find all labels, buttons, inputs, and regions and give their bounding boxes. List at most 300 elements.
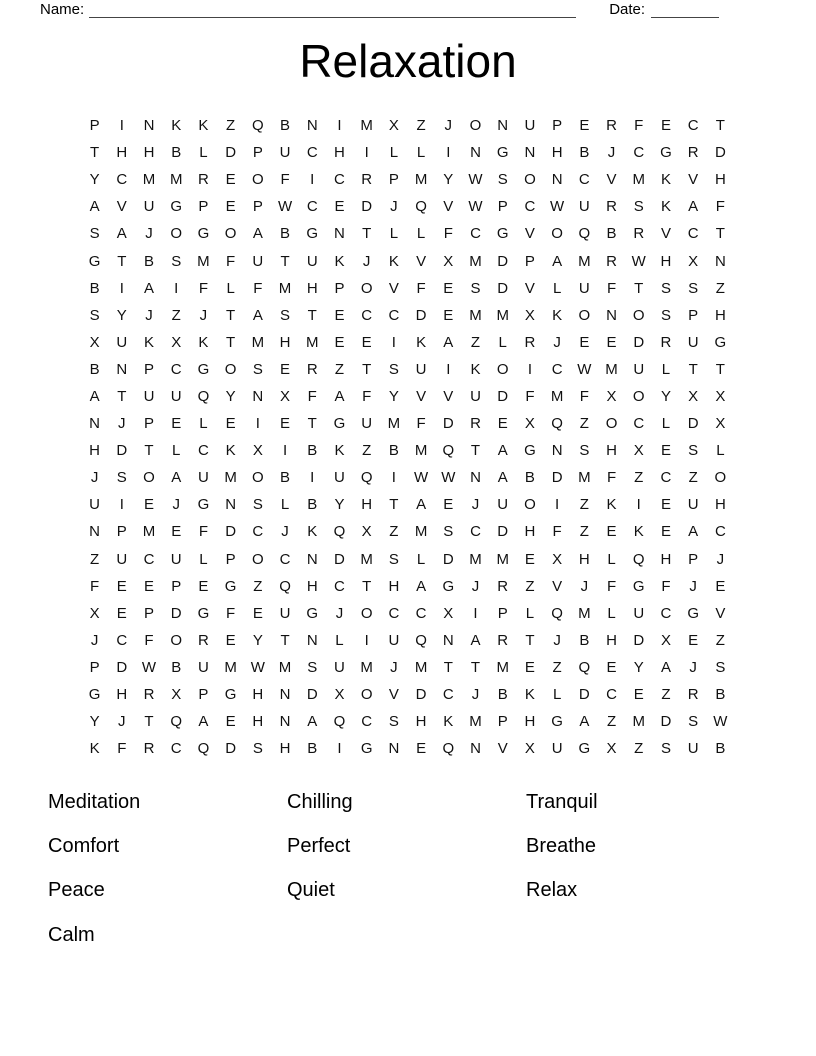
grid-letter: S [660,279,671,297]
grid-letter: E [252,604,263,622]
grid-letter: C [361,713,373,731]
word-list-item: Tranquil [526,790,598,813]
grid-letter: E [579,117,590,135]
grid-letter: L [335,631,344,649]
grid-letter: A [416,577,427,595]
grid-letter: M [414,658,428,676]
grid-letter: K [443,713,454,731]
grid-letter: O [605,415,618,433]
grid-letter: Q [197,387,210,405]
word-list-item: Meditation [48,790,141,813]
grid-letter: F [90,577,100,595]
grid-letter: W [141,658,157,676]
grid-letter: K [524,686,535,704]
grid-letter: G [442,577,455,595]
grid-letter: E [660,496,671,514]
grid-letter: E [660,442,671,460]
grid-letter: T [688,360,698,378]
grid-letter: A [660,658,671,676]
grid-letter: E [171,523,182,541]
header [40,1,742,18]
grid-letter: Q [442,442,455,460]
grid-letter: W [414,469,429,487]
grid-letter: L [525,604,535,622]
grid-letter: D [633,333,645,351]
grid-letter: O [360,686,373,704]
grid-letter: I [119,496,124,514]
grid-letter: E [606,523,617,541]
grid-letter: O [143,469,155,487]
grid-letter: W [550,198,565,216]
grid-letter: F [552,523,562,541]
grid-letter: H [252,686,264,704]
grid-letter: B [171,658,182,676]
grid-letter: D [714,144,726,162]
grid-letter: C [252,523,264,541]
grid-letter: Q [252,117,264,135]
grid-letter: F [661,577,671,595]
grid-letter: C [170,740,182,758]
grid-letter: Y [252,631,263,649]
grid-letter: N [470,469,481,487]
grid-letter: U [687,740,699,758]
grid-letter: J [362,252,371,270]
grid-letter: X [715,387,726,405]
grid-letter: E [633,686,644,704]
grid-letter: Y [443,171,454,189]
grid-letter: K [198,117,209,135]
grid-letter: Y [89,171,100,189]
grid-letter: Z [334,360,345,378]
grid-letter: S [252,360,263,378]
grid-letter: D [225,523,237,541]
grid-letter: K [606,496,617,514]
grid-letter: I [446,360,451,378]
grid-letter: T [117,387,127,405]
grid-letter: K [660,171,671,189]
grid-letter: S [252,740,263,758]
grid-letter: T [307,415,317,433]
grid-letter: C [633,415,645,433]
grid-letter: I [174,279,179,297]
grid-letter: K [334,252,345,270]
grid-letter: B [280,117,291,135]
grid-letter: J [444,117,453,135]
grid-letter: M [278,658,292,676]
grid-letter: Z [688,469,698,487]
word-list-column-2 [287,780,526,958]
grid-letter: U [415,360,427,378]
grid-letter: M [142,171,156,189]
grid-letter: C [524,198,536,216]
grid-letter: P [171,577,182,595]
grid-letter: E [715,577,726,595]
grid-letter: R [361,171,373,189]
grid-letter: F [606,577,617,595]
grid-letter: E [660,523,671,541]
grid-letter: R [660,333,672,351]
grid-letter: W [277,198,293,216]
grid-letter: M [414,442,428,460]
grid-letter: H [578,550,590,568]
grid-letter: O [170,225,183,243]
grid-letter: U [198,469,209,487]
grid-letter: F [416,415,426,433]
grid-letter: P [89,658,100,676]
grid-letter: G [197,604,210,622]
grid-letter: A [443,333,454,351]
grid-letter: T [443,658,453,676]
grid-letter: D [225,740,237,758]
grid-letter: S [497,171,508,189]
grid-letter: U [687,333,699,351]
grid-letter: X [524,306,535,324]
grid-letter: Z [253,577,263,595]
grid-letter: H [116,144,128,162]
grid-letter: T [117,252,127,270]
word-list-item: Chilling [287,790,353,813]
grid-letter: A [198,713,209,731]
grid-letter: P [144,604,155,622]
grid-letter: U [497,496,509,514]
grid-letter: S [443,523,454,541]
grid-letter: O [632,306,645,324]
grid-letter: Y [116,306,127,324]
grid-letter: P [116,523,127,541]
grid-letter: V [715,604,726,622]
grid-letter: E [280,415,291,433]
grid-letter: A [171,469,182,487]
grid-letter: F [198,279,209,297]
grid-letter: T [90,144,100,162]
grid-letter: L [172,442,181,460]
grid-letter: A [497,469,508,487]
grid-letter: H [714,306,726,324]
grid-letter: F [634,117,644,135]
grid-letter: M [578,252,591,270]
grid-letter: M [360,117,373,135]
grid-letter: R [497,577,509,595]
grid-letter: L [607,604,616,622]
grid-letter: T [226,306,236,324]
grid-letter: B [89,279,100,297]
grid-letter: O [252,550,264,568]
grid-letter: G [524,442,536,460]
grid-letter: P [688,306,699,324]
grid-letter: H [279,333,291,351]
word-list-item: Peace [48,879,105,902]
grid-letter: D [170,604,182,622]
grid-letter: L [199,550,208,568]
grid-letter: B [89,360,100,378]
grid-letter: O [224,225,237,243]
grid-letter: N [714,252,726,270]
grid-letter: P [497,713,508,731]
grid-letter: G [496,225,509,243]
grid-letter: G [660,144,672,162]
grid-letter: F [253,279,263,297]
grid-letter: R [606,198,617,216]
grid-letter: O [524,171,536,189]
page-title: Relaxation [299,35,517,87]
grid-letter: P [252,198,263,216]
grid-letter: U [116,550,128,568]
grid-letter: A [116,225,127,243]
grid-letter: T [389,496,399,514]
grid-letter: L [389,144,399,162]
grid-letter: M [550,387,564,405]
grid-letter: V [606,171,617,189]
grid-letter: J [90,469,99,487]
grid-letter: F [307,387,317,405]
grid-letter: E [116,604,127,622]
grid-letter: E [225,631,236,649]
grid-letter: F [525,387,535,405]
grid-letter: U [334,469,345,487]
grid-letter: W [250,658,265,676]
grid-letter: G [687,604,700,622]
grid-letter: I [473,604,478,622]
grid-letter: J [118,415,126,433]
grid-letter: V [116,198,127,216]
grid-letter: M [632,171,646,189]
grid-letter: I [310,469,315,487]
grid-letter: B [497,686,508,704]
date-label: Date: [609,1,646,18]
grid-letter: L [389,225,399,243]
grid-letter: S [660,740,671,758]
grid-letter: I [119,117,124,135]
grid-letter: T [280,252,290,270]
grid-letter: R [606,117,617,135]
grid-letter: N [470,740,481,758]
grid-letter: H [361,496,373,514]
grid-letter: J [199,306,208,324]
grid-letter: S [89,225,100,243]
word-search-grid [81,112,734,762]
grid-letter: L [280,496,290,514]
grid-letter: L [416,144,426,162]
grid-letter: D [578,686,590,704]
grid-letter: Q [333,523,346,541]
grid-letter: X [252,442,263,460]
grid-letter: R [497,631,509,649]
grid-letter: J [172,496,180,514]
grid-letter: G [224,686,237,704]
grid-letter: G [496,144,509,162]
grid-letter: V [497,740,508,758]
word-list [48,780,768,958]
grid-letter: G [333,415,346,433]
grid-letter: D [415,306,427,324]
grid-letter: E [416,740,427,758]
grid-letter: Z [715,279,725,297]
grid-letter: I [119,279,124,297]
grid-letter: N [116,360,128,378]
grid-letter: L [552,686,562,704]
grid-letter: U [170,387,182,405]
grid-letter: P [524,252,535,270]
grid-letter: P [144,360,155,378]
grid-letter: T [634,279,644,297]
grid-letter: H [714,171,726,189]
grid-letter: D [442,415,454,433]
grid-letter: X [524,415,535,433]
grid-letter: F [416,279,426,297]
grid-letter: Q [415,198,427,216]
grid-letter: I [310,171,315,189]
grid-letter: N [551,171,563,189]
grid-letter: U [470,387,481,405]
grid-letter: U [306,252,318,270]
grid-letter: M [360,550,373,568]
grid-letter: G [714,333,727,351]
grid-letter: N [442,631,454,649]
grid-letter: R [606,252,617,270]
grid-letter: G [578,740,591,758]
grid-letter: U [578,198,590,216]
grid-letter: O [551,225,563,243]
grid-letter: B [579,631,590,649]
grid-letter: H [714,496,726,514]
grid-letter: R [633,225,645,243]
grid-letter: L [607,550,616,568]
grid-letter: H [606,442,617,460]
grid-letter: E [116,577,127,595]
grid-letter: A [252,225,263,243]
grid-letter: C [198,442,209,460]
grid-letter: N [306,550,318,568]
grid-letter: X [606,740,617,758]
grid-letter: Z [171,306,181,324]
grid-letter: L [716,442,725,460]
grid-letter: J [390,658,398,676]
grid-letter: A [144,279,155,297]
grid-letter: G [360,740,373,758]
grid-letter: D [442,550,454,568]
grid-letter: C [306,198,318,216]
grid-letter: B [280,225,291,243]
grid-letter: U [116,333,128,351]
grid-letter: Q [170,713,183,731]
grid-letter: F [280,171,290,189]
grid-letter: H [143,144,155,162]
grid-letter: F [226,252,236,270]
grid-letter: G [632,577,645,595]
grid-letter: Q [578,225,591,243]
grid-letter: G [88,686,101,704]
grid-letter: X [660,631,671,649]
grid-letter: N [279,713,291,731]
grid-letter: E [443,306,454,324]
grid-letter: P [552,117,563,135]
grid-letter: X [606,387,617,405]
grid-letter: Z [362,442,372,460]
grid-letter: E [579,333,590,351]
grid-letter: E [334,333,345,351]
grid-letter: V [660,225,671,243]
word-list-item: Calm [48,923,95,946]
grid-letter: M [469,306,482,324]
date-blank-line [651,3,719,18]
grid-letter: O [360,604,373,622]
grid-letter: O [632,387,645,405]
grid-letter: B [307,740,318,758]
grid-letter: H [388,577,400,595]
grid-letter: H [524,523,536,541]
grid-letter: M [496,306,509,324]
grid-letter: J [471,577,480,595]
grid-letter: Z [715,631,725,649]
grid-letter: V [443,387,454,405]
grid-letter: C [415,604,427,622]
grid-letter: C [334,577,345,595]
grid-letter: F [606,279,617,297]
grid-letter: Z [525,577,535,595]
grid-letter: Q [632,550,645,568]
grid-letter: C [388,604,400,622]
grid-letter: L [226,279,235,297]
grid-letter: S [252,496,263,514]
grid-letter: Q [551,604,563,622]
word-list-item: Quiet [287,879,335,902]
grid-letter: Y [660,387,671,405]
grid-letter: G [197,496,210,514]
grid-letter: T [280,631,290,649]
grid-letter: D [361,198,373,216]
grid-letter: M [469,252,482,270]
grid-letter: P [334,279,345,297]
grid-letter: M [169,171,183,189]
grid-letter: L [416,550,426,568]
grid-letter: H [415,713,427,731]
grid-letter: I [282,442,288,460]
grid-letter: K [660,198,671,216]
grid-letter: M [360,658,373,676]
grid-letter: E [225,198,236,216]
grid-letter: K [416,333,427,351]
grid-letter: H [524,713,536,731]
grid-letter: A [89,387,100,405]
grid-letter: Z [389,523,399,541]
word-list-item: Comfort [48,835,120,858]
grid-letter: Y [334,496,345,514]
grid-letter: B [715,740,726,758]
grid-letter: X [171,333,182,351]
grid-letter: B [307,496,318,514]
grid-letter: P [688,550,699,568]
grid-letter: M [414,523,428,541]
grid-letter: N [89,415,101,433]
grid-letter: S [280,306,291,324]
grid-letter: U [89,496,101,514]
grid-letter: V [552,577,563,595]
grid-letter: W [441,469,456,487]
grid-letter: S [633,198,644,216]
grid-letter: J [689,658,697,676]
grid-letter: V [524,279,535,297]
grid-letter: D [660,713,672,731]
grid-letter: O [496,360,509,378]
grid-letter: R [143,686,155,704]
grid-letter: X [361,523,372,541]
grid-letter: K [198,333,209,351]
grid-letter: Z [226,117,236,135]
grid-letter: X [552,550,563,568]
grid-letter: H [116,686,128,704]
grid-letter: O [252,171,264,189]
grid-letter: E [443,279,454,297]
